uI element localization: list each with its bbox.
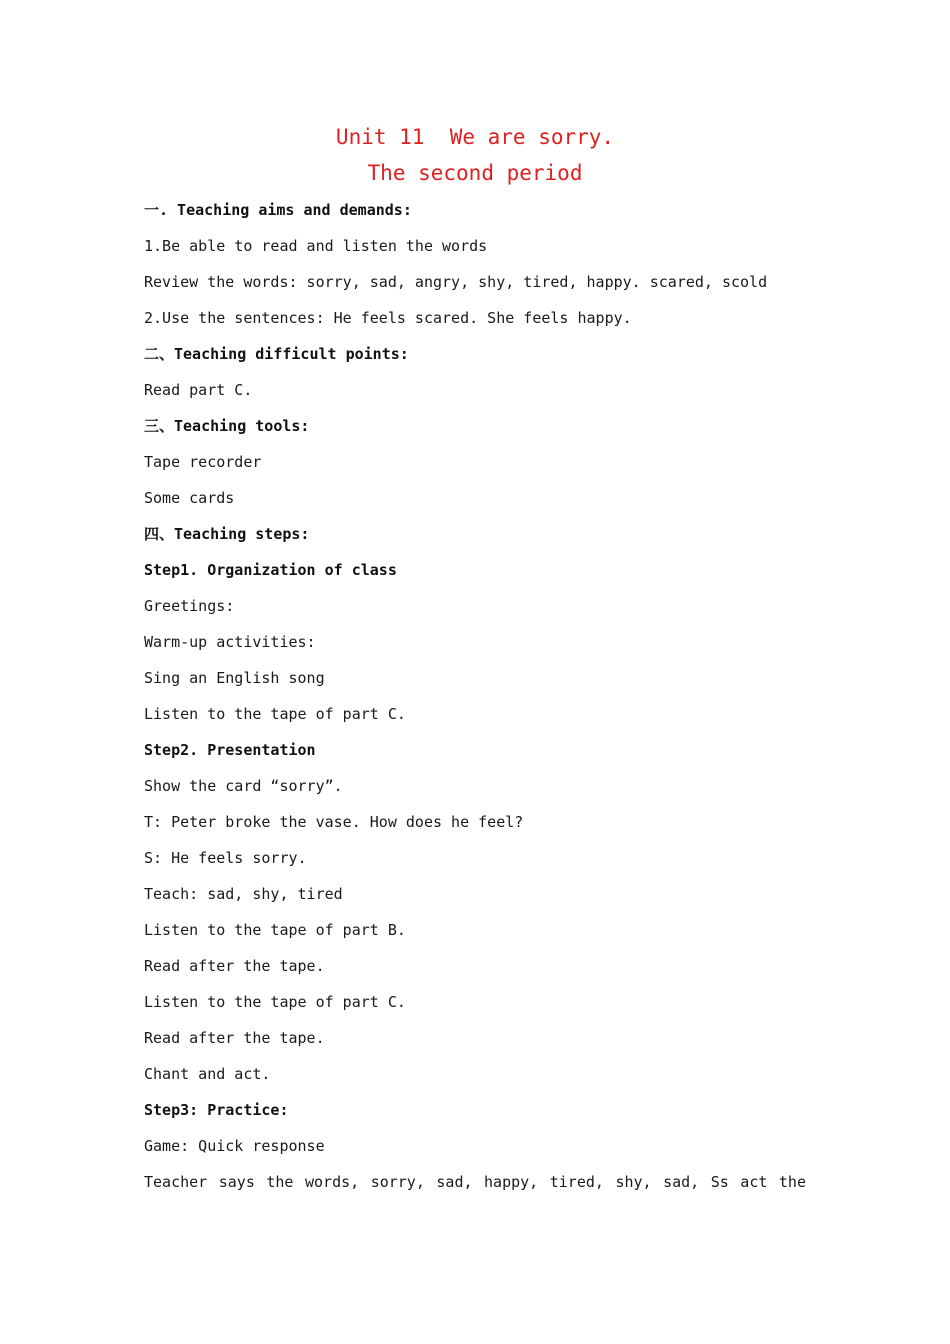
section-heading: 一. Teaching aims and demands:: [144, 201, 412, 219]
section-heading: 二、Teaching difficult points:: [144, 345, 409, 363]
word: the: [266, 1173, 294, 1191]
text-line: S: He feels sorry.: [144, 849, 307, 867]
document-title: Unit 11 We are sorry.: [335, 125, 615, 149]
document-body: [144, 198, 824, 1206]
text-line-justified: [144, 1170, 806, 1206]
section-heading: Step2. Presentation: [144, 741, 316, 759]
text-line: Show the card “sorry”.: [144, 777, 343, 795]
text-line: Sing an English song: [144, 669, 325, 687]
text-line: Game: Quick response: [144, 1137, 325, 1155]
text-line: Tape recorder: [144, 453, 262, 471]
text-line: Teach: sad, shy, tired: [144, 885, 343, 903]
text-line: Chant and act.: [144, 1065, 271, 1083]
word: Teacher: [144, 1173, 208, 1191]
word: says: [218, 1173, 255, 1191]
word: act: [740, 1173, 768, 1191]
section-heading: 三、Teaching tools:: [144, 417, 310, 435]
section-heading: 四、Teaching steps:: [144, 525, 310, 543]
word: words,: [304, 1173, 360, 1191]
text-line: Greetings:: [144, 597, 235, 615]
text-line: Listen to the tape of part C.: [144, 705, 406, 723]
text-line: 2.Use the sentences: He feels scared. She feels happy.: [144, 309, 632, 327]
text-line: Review the words: sorry, sad, angry, shy, tired, happy. scared, scold: [144, 273, 768, 291]
text-line: Read part C.: [144, 381, 253, 399]
word: tired,: [549, 1173, 604, 1191]
text-line: Some cards: [144, 489, 235, 507]
word: sorry,: [370, 1173, 425, 1191]
word: Ss: [710, 1173, 729, 1191]
text-line: T: Peter broke the vase. How does he feel?: [144, 813, 524, 831]
document-subtitle: The second period: [367, 161, 583, 185]
text-line: Listen to the tape of part C.: [144, 993, 406, 1011]
text-line: 1.Be able to read and listen the words: [144, 237, 488, 255]
word: the: [778, 1173, 806, 1191]
word: shy,: [615, 1173, 652, 1191]
text-line: Warm-up activities:: [144, 633, 316, 651]
text-line: Listen to the tape of part B.: [144, 921, 406, 939]
section-heading: Step1. Organization of class: [144, 561, 397, 579]
text-line: Read after the tape.: [144, 1029, 325, 1047]
word: sad,: [663, 1173, 700, 1191]
section-heading: Step3: Practice:: [144, 1101, 289, 1119]
text-line: Read after the tape.: [144, 957, 325, 975]
word: sad,: [436, 1173, 473, 1191]
word: happy,: [484, 1173, 539, 1191]
